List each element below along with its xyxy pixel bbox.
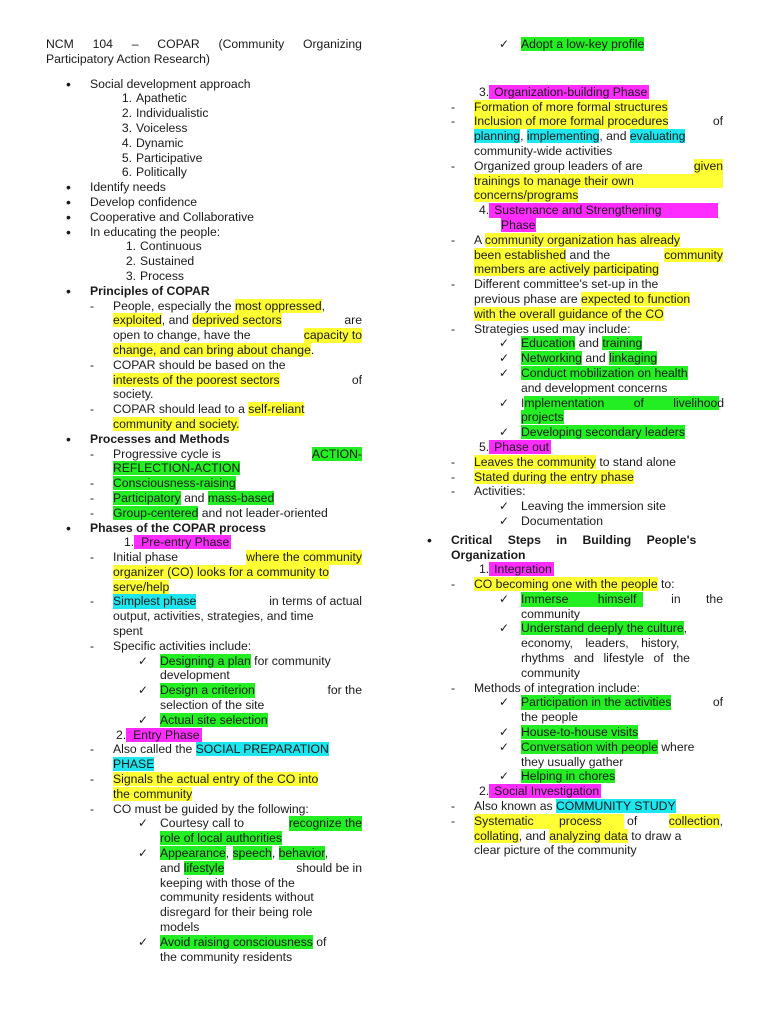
list-item: - Simplest phase in terms of actual <box>90 594 362 609</box>
phase-heading: 1. Integration <box>479 562 552 577</box>
phase-heading: 3. Organization-building Phase <box>479 84 648 99</box>
list-item: - COPAR should be based on the <box>90 357 286 372</box>
doc-title-line2: Participatory Action Research) <box>46 51 210 66</box>
list-item: - Specific activities include: <box>90 638 252 653</box>
list-item: - Group-centered and not leader-oriented <box>90 505 328 520</box>
list-item: 5. Participative <box>121 150 203 165</box>
check-item: ✓ Appearance, speech, behavior, <box>138 846 329 861</box>
check-item: ✓ Actual site selection <box>138 712 268 727</box>
list-item: - Participatory and mass-based <box>90 490 275 505</box>
list-item: - Progressive cycle is ACTION- <box>90 446 362 461</box>
phase-heading: 4. Sustenance and Strengthening <box>474 203 723 218</box>
list-item: • Social development approach <box>66 75 251 92</box>
list-item: 1. Apathetic <box>121 91 187 106</box>
list-item: - Different committee's set-up in the <box>451 277 659 292</box>
check-item: ✓ Design a criterion for the <box>138 683 362 698</box>
section-heading: • Phases of the COPAR process <box>66 519 266 536</box>
check-item: ✓ Immerse himself in the <box>499 591 723 606</box>
list-item: - Organized group leaders of are given <box>451 158 723 173</box>
check-item: ✓ Understand deeply the culture, <box>499 621 687 636</box>
check-item: ✓ Leaving the immersion site <box>499 499 666 514</box>
list-item: - COPAR should lead to a self-reliant <box>90 402 305 417</box>
list-item: - People, especially the most oppressed, <box>90 298 326 313</box>
list-item: 1. Continuous <box>125 239 202 254</box>
list-item: - Strategies used may include: <box>451 321 631 336</box>
list-item: - Activities: <box>451 484 526 499</box>
list-item: - CO becoming one with the people to: <box>451 577 675 592</box>
list-item: - A community organization has already <box>451 232 680 247</box>
list-item: - Methods of integration include: <box>451 680 640 695</box>
check-item: ✓ Adopt a low-key profile <box>499 37 645 51</box>
list-item: 4. Dynamic <box>121 135 184 150</box>
check-item: ✓ Implementation of livelihood <box>499 395 725 410</box>
list-item: • Identify needs <box>66 179 166 196</box>
check-item: ✓ Designing a plan for community <box>138 653 331 668</box>
list-item: - CO must be guided by the following: <box>90 801 309 816</box>
list-item: • Cooperative and Collaborative <box>66 208 254 225</box>
phase-heading: 2. Social Investigation <box>479 784 600 799</box>
phase-heading: 5. Phase out <box>479 439 550 454</box>
left-column: NCM 104 – COPAR (Community Organizing Participatory Action Research) • Social development approach 1. Apathetic 2. Individualistic 3. Voiceless 4. Dynamic 5. Participative 6. Politically • Identify needs • Develop confidence • Cooperative and Collaborative • In educating the people: 1. Continuous 2. Sustained 3. Process • Principles of COPAR - People, especially the most oppressed, exploited, and deprived sectors are open to change, have the capacity to change, and can bring about change. - COPAR should be based on the interests of the poorest sectors of society. - COPAR should lead to a self-reliant community and society. • Processes and Methods - Progressive cycle is ACTION- REFLECTION-ACTION - Consciousness-raising - Participatory and mass-based - Group-centered and not leader-oriented • Phases of the COPAR process 1. Pre-entry Phase - Initial phase where the community organizer (CO) looks for a community to serve/help - Simplest phase in terms of actual output, activities, strategies, and time spent - Specific activities include: ✓ Designing a plan for community development ✓ Design a criterion for the selection of the site ✓ Actual site selection 2. Entry Phase - Also called the SOCIAL PREPARATION PHASE - Signals the actual entry of the CO into the community - CO must be guided by the following: ✓ Courtesy call to recognize the role of local authorities ✓ Appearance, speech, behavior, and lifestyle should be in keeping with those of the community residents without disregard for their being role models ✓ Avoid raising consciousness of the community residents <box>46 37 362 964</box>
check-item: ✓ Conduct mobilization on health <box>499 365 688 380</box>
check-item: ✓ Helping in chores <box>499 769 616 784</box>
phase-heading: 1. Pre-entry Phase <box>124 535 230 550</box>
check-item: ✓ House-to-house visits <box>499 725 639 740</box>
check-item: ✓ Participation in the activities of <box>499 695 723 710</box>
check-item: ✓ Education and training <box>499 336 643 351</box>
check-item: ✓ Networking and linkaging <box>499 351 658 366</box>
list-item: 2. Individualistic <box>121 106 209 121</box>
list-item: - Signals the actual entry of the CO into <box>90 772 319 787</box>
list-item: - Systematic process of collection, <box>451 813 723 828</box>
section-heading: • Principles of COPAR <box>66 282 210 299</box>
list-item: - Initial phase where the community <box>90 550 362 565</box>
check-item: ✓ Conversation with people where <box>499 739 695 754</box>
section-heading: • Critical Steps in Building People's <box>427 531 697 548</box>
list-item: - Also known as COMMUNITY STUDY <box>451 799 676 814</box>
list-item: - Inclusion of more formal procedures of <box>451 114 723 129</box>
list-item: - Also called the SOCIAL PREPARATION <box>90 742 329 757</box>
check-item: ✓ Developing secondary leaders <box>499 425 685 440</box>
list-item: 2. Sustained <box>125 254 195 269</box>
list-item: 3. Voiceless <box>121 120 188 135</box>
doc-title: NCM 104 – COPAR (Community Organizing <box>46 37 362 51</box>
list-item: 6. Politically <box>121 165 187 180</box>
right-column: ✓ Adopt a low-key profile 3. Organization-building Phase - Formation of more formal structures - Inclusion of more formal procedures of planning, implementing, and evaluating community-wide activities - Organized group leaders of are given trainings to manage their own concerns/programs 4. Sustenance and Strengthening Phase - A community organization has already been established and the community members are actively participating - Different committee's set-up in the previous phase are expected to function with the overall guidance of the CO - Strategies used may include: ✓ Education and training ✓ Networking and linkaging ✓ Conduct mobilization on health and development concerns ✓ Implementation of livelihood projects ✓ Developing secondary leaders 5. Phase out - Leaves the community to stand alone - Stated during the entry phase - Activities: ✓ Leaving the immersion site ✓ Documentation • Critical Steps in Building People's Organization 1. Integration - CO becoming one with the people to: ✓ Immerse himself in the community ✓ Understand deeply the culture, economy, leaders, history, rhythms and lifestyle of the community - Methods of integration include: ✓ Participation in the activities of the people ✓ House-to-house visits ✓ Conversation with people where they usually gather ✓ Helping in chores 2. Social Investigation - Also known as COMMUNITY STUDY - Systematic process of collection, collating, and analyzing data to draw a clear picture of the community <box>427 37 725 858</box>
check-item: ✓ Avoid raising consciousness of <box>138 934 327 949</box>
check-item: ✓ Courtesy call to recognize the <box>138 816 362 831</box>
list-item: - Leaves the community to stand alone <box>451 454 676 469</box>
list-item: - Formation of more formal structures <box>451 99 668 114</box>
phase-heading: 2. Entry Phase <box>116 727 200 742</box>
list-item: - Consciousness-raising <box>90 476 236 491</box>
list-item: - Stated during the entry phase <box>451 469 634 484</box>
section-heading: • Processes and Methods <box>66 430 230 447</box>
check-item: ✓ Documentation <box>499 513 603 528</box>
list-item: • Develop confidence <box>66 193 198 210</box>
list-item: • In educating the people: <box>66 223 221 240</box>
list-item: 3. Process <box>125 268 185 283</box>
